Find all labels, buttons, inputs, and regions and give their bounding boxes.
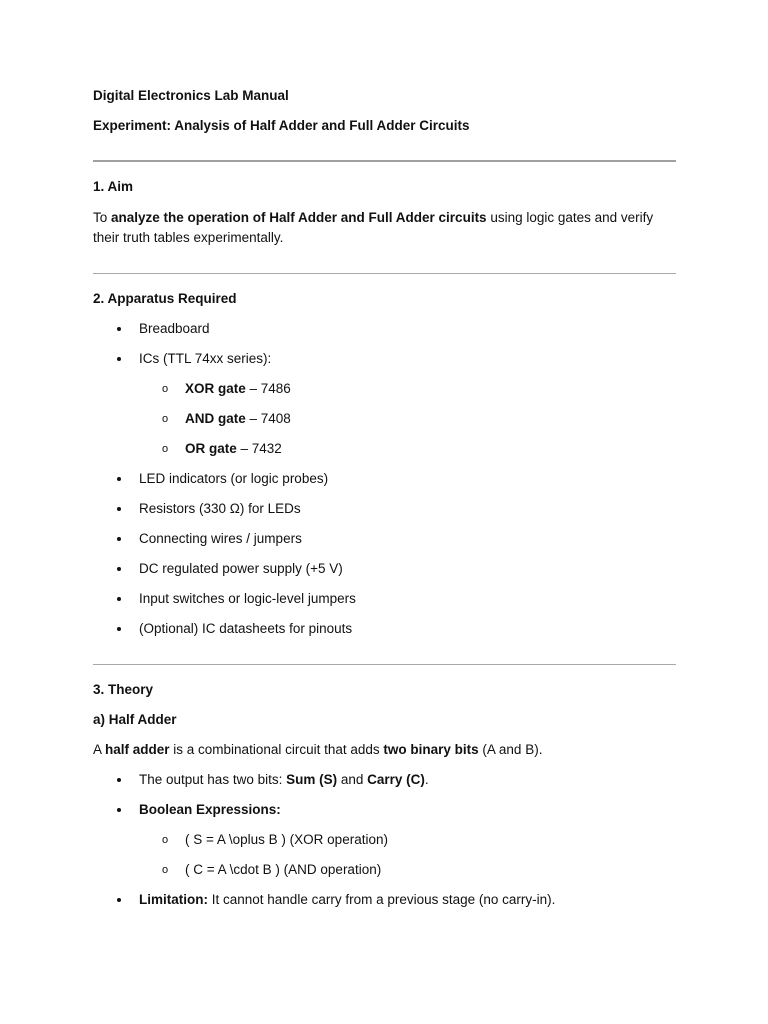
list-item-text: Breadboard — [139, 321, 210, 336]
half-adder-intro — [93, 740, 676, 760]
list-item-bold: Boolean Expressions: — [139, 802, 281, 817]
intro-bold: half adder — [105, 742, 170, 757]
list-item — [93, 559, 676, 579]
experiment-title: Experiment: Analysis of Half Adder and Full Adder Circuits — [93, 118, 470, 133]
list-item — [93, 469, 676, 489]
sub-list-item — [93, 860, 676, 880]
list-item-text: – 7486 — [245, 381, 291, 396]
intro-text: A — [93, 742, 106, 757]
document-title: Digital Electronics Lab Manual — [93, 88, 289, 103]
list-item — [93, 800, 676, 820]
list-item-bold: OR gate — [185, 441, 237, 456]
intro-bold: two binary bits — [383, 742, 479, 757]
theory-heading: 3. Theory — [93, 682, 154, 697]
aim-text-line2: their truth tables experimentally. — [93, 230, 284, 245]
list-item-text: It cannot handle carry from a previous stage (no carry-in). — [208, 892, 556, 907]
sub-list-item — [93, 830, 676, 850]
aim-text-post: using logic gates and verify — [486, 210, 654, 225]
list-item-bold: Carry (C) — [367, 772, 425, 787]
theory-list — [93, 770, 676, 910]
list-item — [93, 589, 676, 609]
list-item-text: Connecting wires / jumpers — [139, 531, 302, 546]
list-item-text: – 7432 — [236, 441, 282, 456]
list-item-text: (Optional) IC datasheets for pinouts — [139, 621, 353, 636]
list-item — [93, 349, 676, 369]
sub-list-item — [93, 379, 676, 399]
list-item-text: . — [424, 772, 429, 787]
list-item-bold: XOR gate — [185, 381, 246, 396]
sub-list-item — [93, 439, 676, 459]
aim-heading: 1. Aim — [93, 179, 134, 194]
list-item — [93, 529, 676, 549]
list-item-text: and — [337, 772, 368, 787]
apparatus-heading: 2. Apparatus Required — [93, 291, 237, 306]
aim-text-pre: To — [93, 210, 112, 225]
list-item — [93, 770, 676, 790]
list-item-text: Resistors (330 Ω) for LEDs — [139, 501, 301, 516]
list-item-text: ( S = A \oplus B ) (XOR operation) — [185, 832, 388, 847]
list-item-text: LED indicators (or logic probes) — [139, 471, 329, 486]
list-item — [93, 319, 676, 339]
list-item-bold: Sum (S) — [286, 772, 338, 787]
list-item — [93, 890, 676, 910]
list-item-text: DC regulated power supply (+5 V) — [139, 561, 343, 576]
sub-list-item — [93, 409, 676, 429]
list-item-text: The output has two bits: — [139, 772, 287, 787]
list-item-text: Input switches or logic-level jumpers — [139, 591, 356, 606]
half-adder-heading: a) Half Adder — [93, 712, 177, 727]
list-item — [93, 499, 676, 519]
list-item-text: ( C = A \cdot B ) (AND operation) — [185, 862, 382, 877]
apparatus-list — [93, 319, 676, 639]
list-item-bold: AND gate — [185, 411, 246, 426]
list-item-text: – 7408 — [245, 411, 291, 426]
aim-paragraph — [93, 208, 676, 248]
list-item-text: ICs (TTL 74xx series): — [139, 351, 272, 366]
list-item — [93, 619, 676, 639]
aim-text-bold: analyze the operation of Half Adder and Full Adder circuits — [111, 210, 487, 225]
list-item-bold: Limitation: — [139, 892, 208, 907]
intro-text: (A and B). — [478, 742, 543, 757]
intro-text: is a combinational circuit that adds — [169, 742, 384, 757]
